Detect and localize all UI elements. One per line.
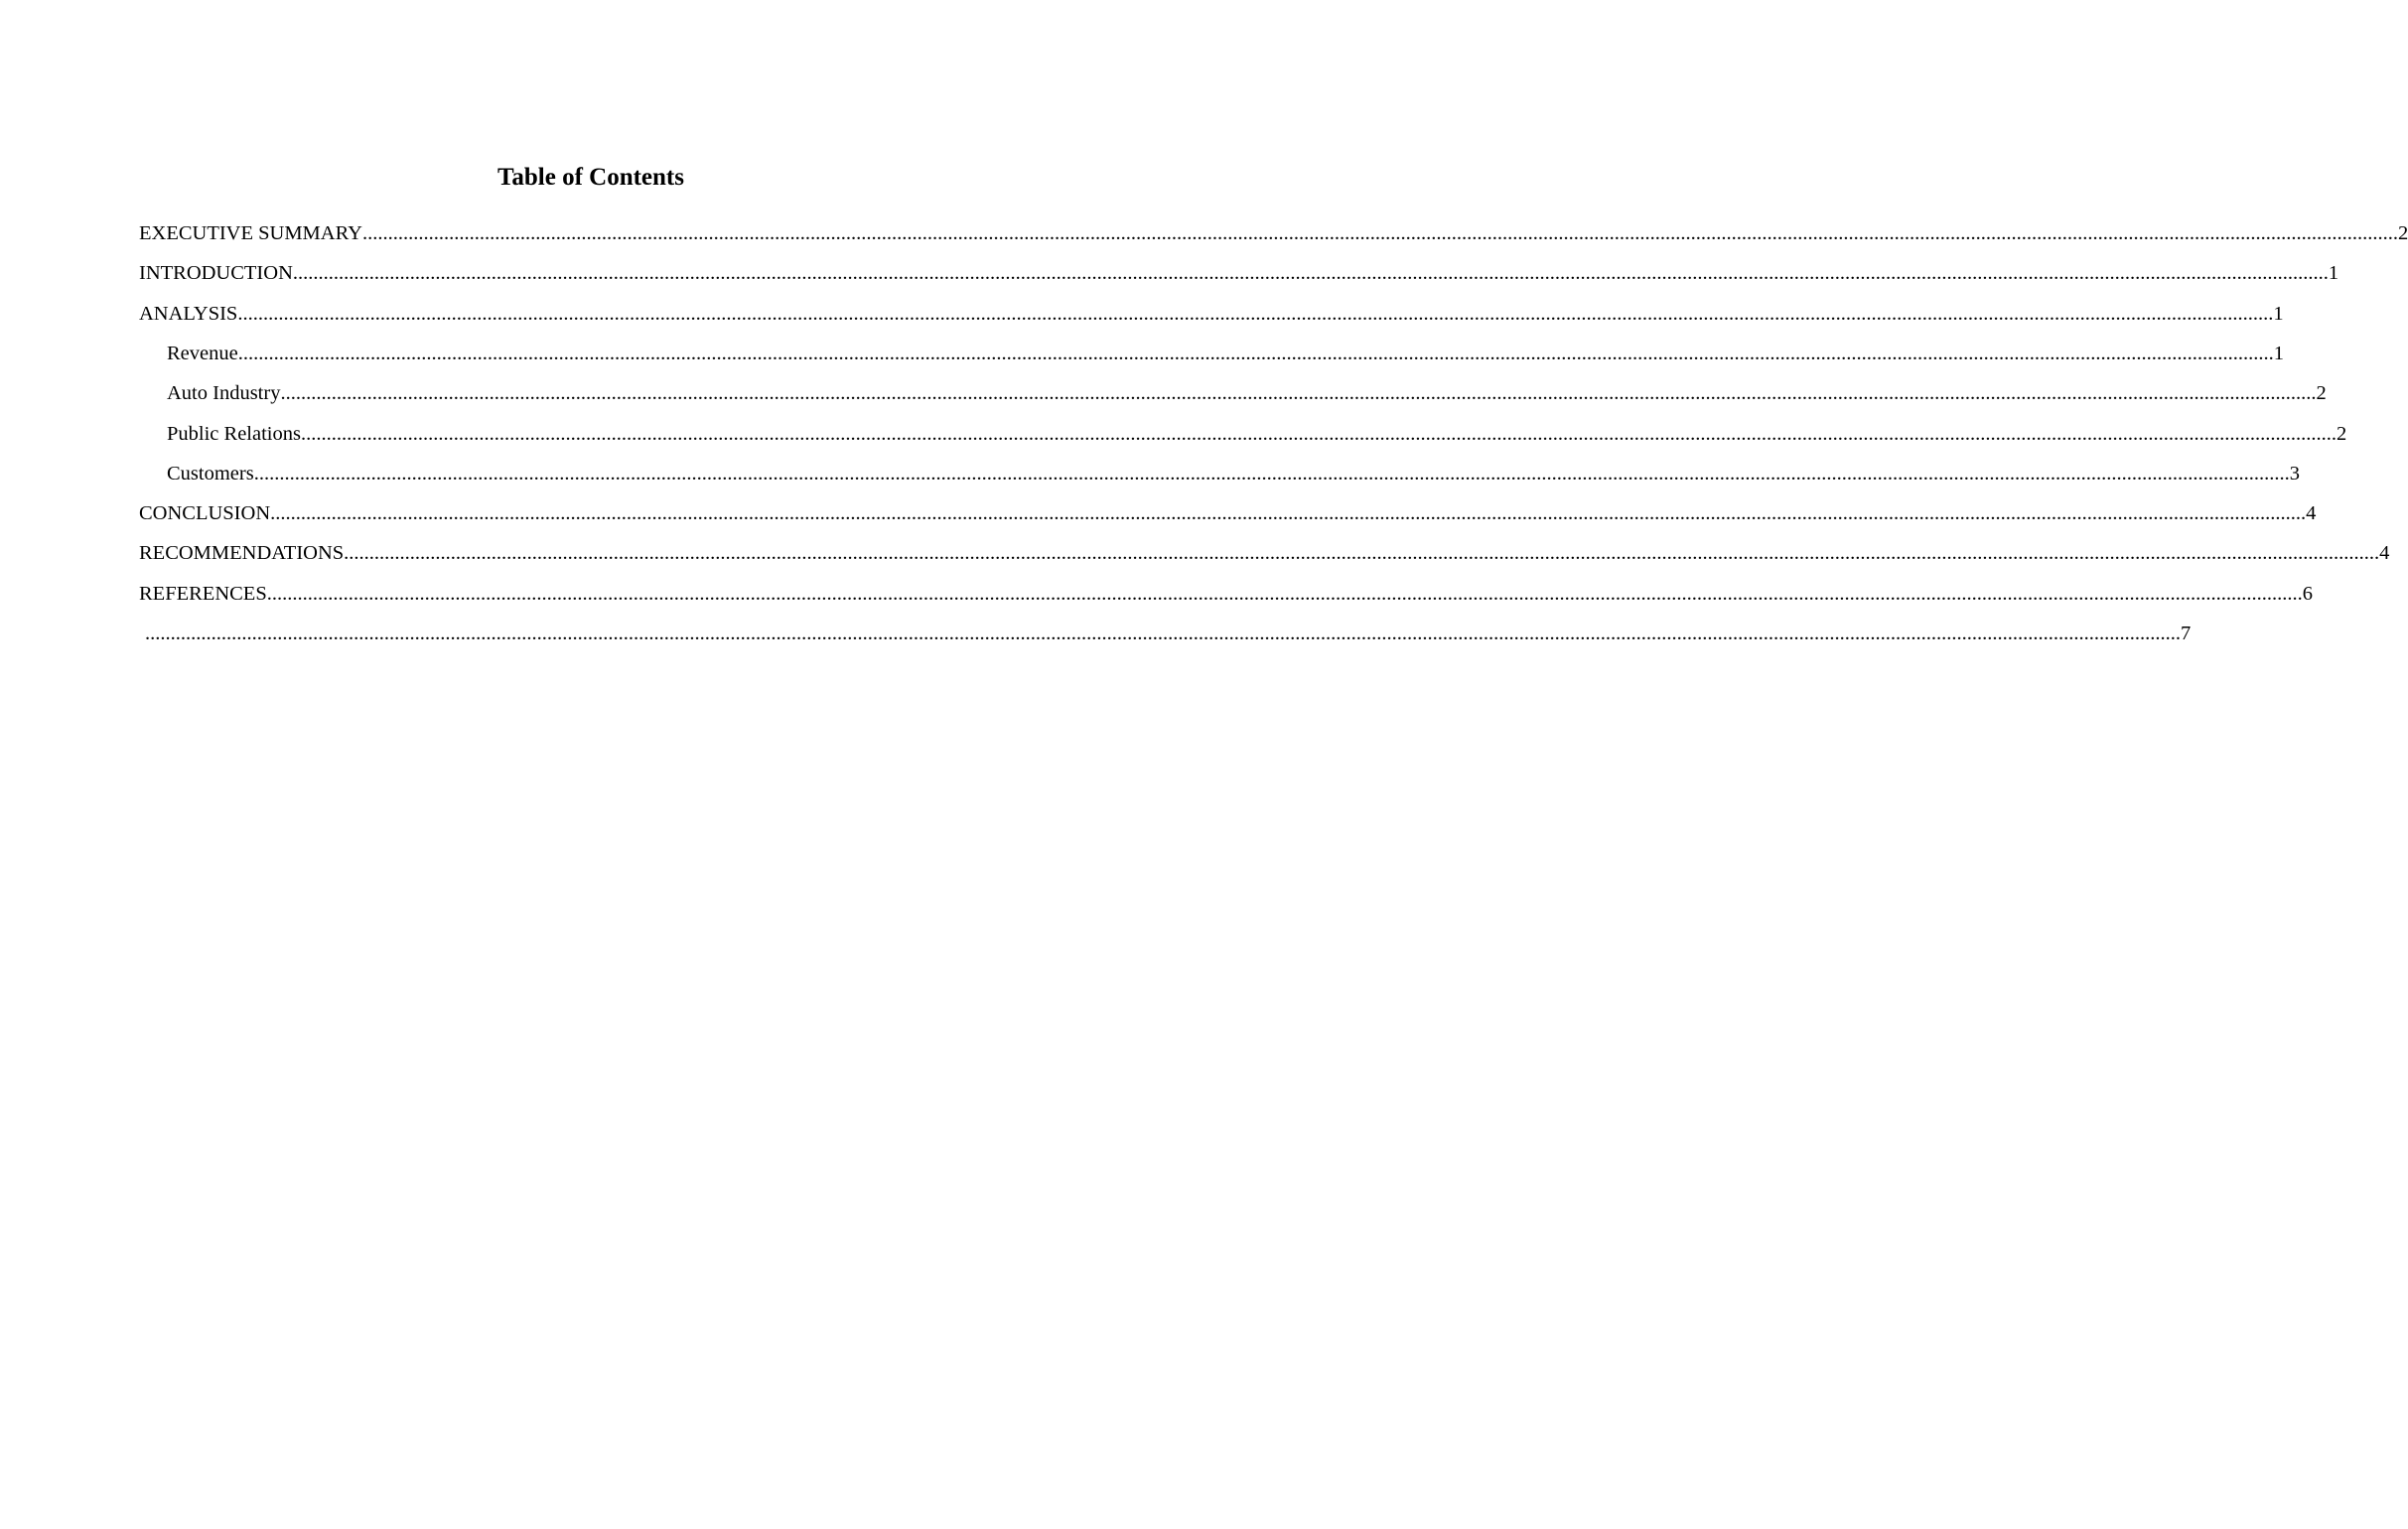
toc-entry-references[interactable]	[139, 579, 2313, 609]
dot-leader: ................................................................................................................................................................................................................................................................................................................................................................................................................	[237, 303, 2274, 325]
toc-entry-label: Customers	[167, 463, 254, 485]
toc-page-number: 2	[2397, 222, 2408, 244]
toc-page-number: 7	[2181, 623, 2192, 644]
dot-leader: ................................................................................................................................................................................................................................................................................................................................................................................................................	[292, 262, 2329, 284]
toc-title: Table of Contents	[497, 164, 684, 191]
toc-entry-label: EXECUTIVE SUMMARY	[139, 222, 362, 244]
toc-entry-introduction[interactable]	[139, 258, 2339, 288]
dot-leader: ................................................................................................................................................................................................................................................................................................................................................................................................................	[280, 382, 2317, 404]
dot-leader: ................................................................................................................................................................................................................................................................................................................................................................................................................	[344, 542, 2380, 564]
toc-page-number: 2	[2316, 382, 2327, 404]
toc-page-number: 4	[2379, 542, 2390, 564]
dot-leader: ................................................................................................................................................................................................................................................................................................................................................................................................................	[270, 502, 2307, 524]
toc-entry-analysis[interactable]	[139, 299, 2284, 329]
toc-entry-label: CONCLUSION	[139, 502, 271, 524]
toc-page-number: 1	[2328, 262, 2339, 284]
toc-entry-recommendations[interactable]	[139, 538, 2390, 568]
dot-leader: ................................................................................................................................................................................................................................................................................................................................................................................................................	[237, 343, 2274, 364]
toc-entry-untitled[interactable]	[145, 619, 2192, 648]
toc-page-number: 2	[2336, 423, 2347, 445]
toc-entry-label: Public Relations	[167, 423, 301, 445]
toc-page-number: 1	[2273, 343, 2284, 364]
dot-leader: ................................................................................................................................................................................................................................................................................................................................................................................................................	[145, 623, 2181, 644]
toc-entry-label: REFERENCES	[139, 583, 267, 605]
dot-leader: ................................................................................................................................................................................................................................................................................................................................................................................................................	[361, 222, 2398, 244]
toc-page-number: 4	[2306, 502, 2317, 524]
toc-entry-conclusion[interactable]	[139, 498, 2317, 528]
toc-entry-label: RECOMMENDATIONS	[139, 542, 345, 564]
toc-entry-customers[interactable]	[167, 459, 2300, 488]
toc-entry-label: Auto Industry	[167, 382, 281, 404]
toc-page-number: 3	[2289, 463, 2300, 485]
toc-page-number: 6	[2302, 583, 2313, 605]
toc-entry-label: ANALYSIS	[139, 303, 238, 325]
toc-entry-executive-summary[interactable]	[139, 218, 2408, 248]
toc-entry-label: Revenue	[167, 343, 238, 364]
dot-leader: ................................................................................................................................................................................................................................................................................................................................................................................................................	[300, 423, 2337, 445]
toc-entry-label: INTRODUCTION	[139, 262, 293, 284]
toc-entry-revenue[interactable]	[167, 339, 2284, 368]
dot-leader: ................................................................................................................................................................................................................................................................................................................................................................................................................	[266, 583, 2303, 605]
dot-leader: ................................................................................................................................................................................................................................................................................................................................................................................................................	[253, 463, 2290, 485]
toc-entry-auto-industry[interactable]	[167, 378, 2327, 408]
toc-entry-public-relations[interactable]	[167, 419, 2347, 449]
toc-page-number: 1	[2273, 303, 2284, 325]
